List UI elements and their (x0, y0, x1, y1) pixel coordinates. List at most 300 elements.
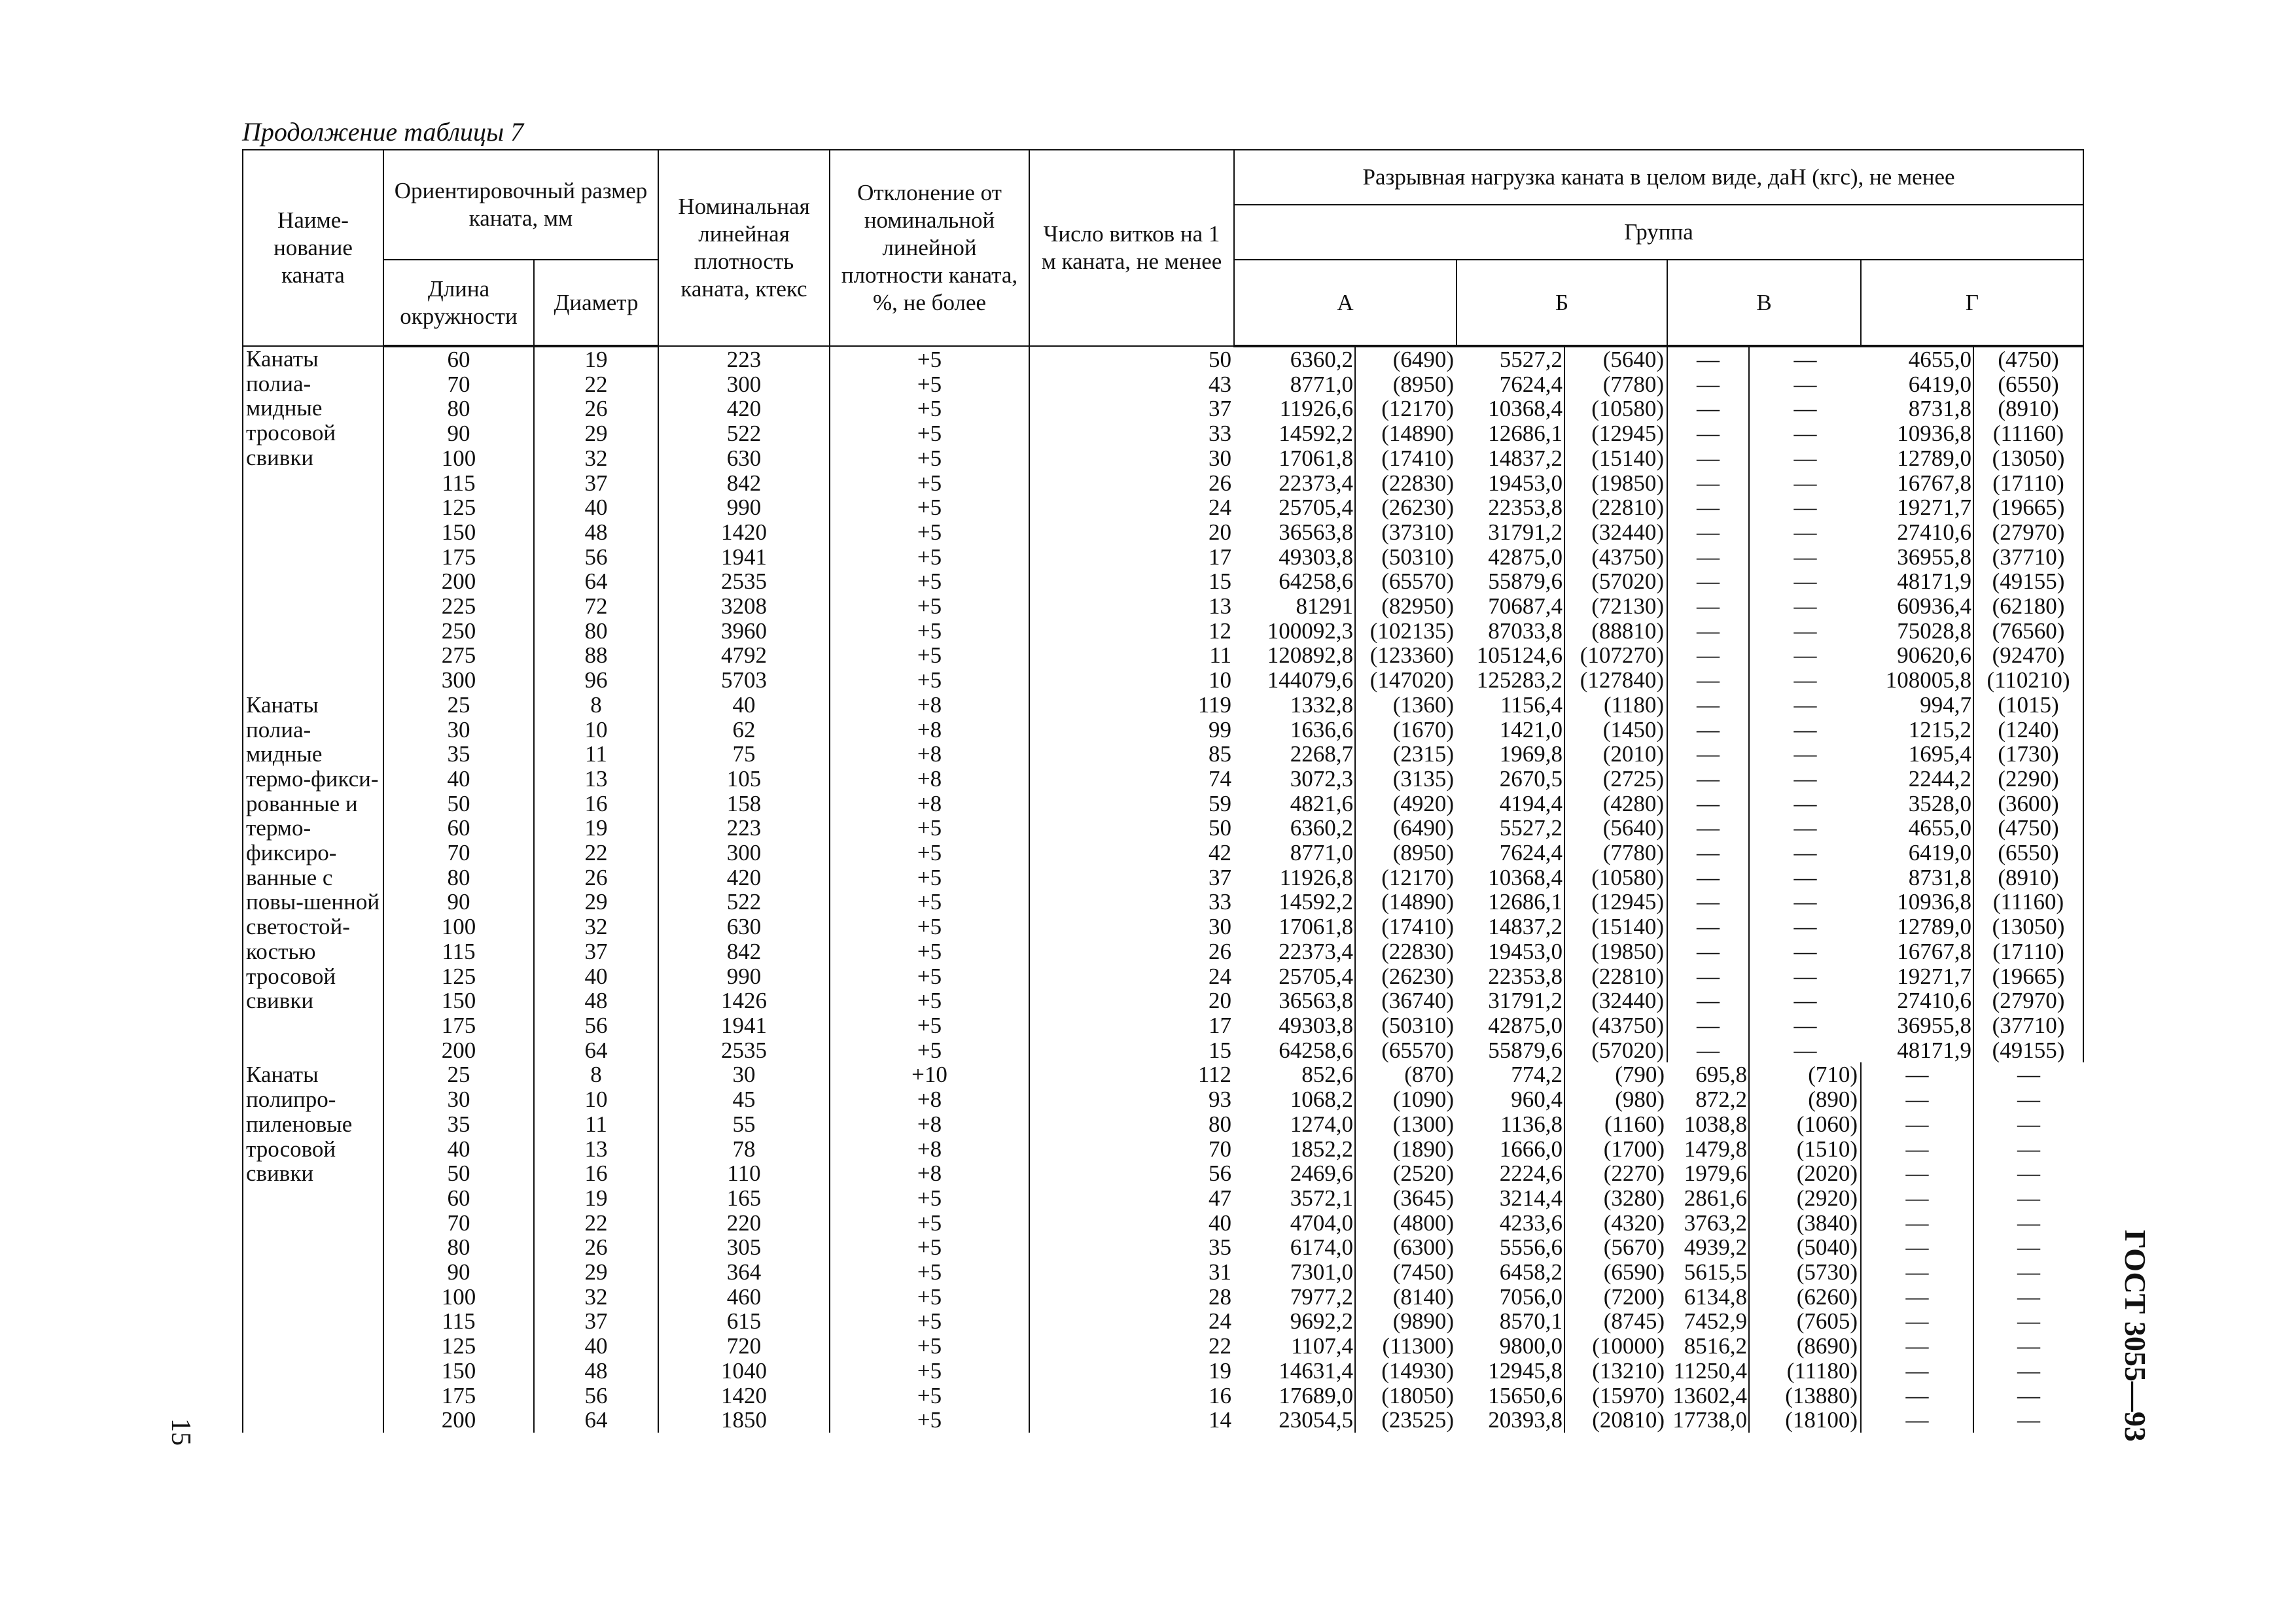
table-cell: (8140) (1355, 1285, 1457, 1310)
table-cell: (15140) (1564, 446, 1667, 471)
table-cell: — (1749, 915, 1861, 939)
table-cell: 990 (658, 495, 830, 520)
table-cell: 90 (383, 890, 534, 915)
table-cell: 460 (658, 1285, 830, 1310)
table-cell: (11300) (1355, 1334, 1457, 1359)
table-cell: 22353,8 (1457, 964, 1564, 989)
table-cell: 695,8 (1667, 1062, 1749, 1087)
table-cell: 59 (1029, 792, 1234, 816)
table-row (243, 1112, 2083, 1137)
table-cell: 200 (383, 1408, 534, 1433)
table-cell: 2535 (658, 1038, 830, 1063)
table-cell: (102135) (1355, 619, 1457, 644)
table-cell: 56 (534, 545, 658, 570)
table-cell: (1300) (1355, 1112, 1457, 1137)
table-cell: — (1861, 1161, 1973, 1186)
table-cell: 93 (1029, 1087, 1234, 1112)
table-cell: 19 (534, 1186, 658, 1211)
table-cell: 22 (534, 1211, 658, 1236)
table-cell: (10000) (1564, 1334, 1667, 1359)
table-body (243, 346, 2083, 1433)
table-cell: (710) (1749, 1062, 1861, 1087)
table-cell: — (1861, 1235, 1973, 1260)
table-cell: 40 (1029, 1211, 1234, 1236)
table-cell: 27410,6 (1861, 520, 1973, 545)
table-row (243, 792, 2083, 816)
table-row (243, 1137, 2083, 1162)
table-cell: 70 (1029, 1137, 1234, 1162)
table-cell: 10936,8 (1861, 421, 1973, 446)
table-cell: 45 (658, 1087, 830, 1112)
table-row (243, 767, 2083, 792)
rope-table (242, 149, 2084, 1433)
table-cell: — (1973, 1309, 2083, 1334)
table-cell: — (1749, 396, 1861, 421)
table-cell: (2520) (1355, 1161, 1457, 1186)
table-cell: +10 (830, 1062, 1029, 1087)
table-cell: — (1973, 1161, 2083, 1186)
table-cell: (49155) (1973, 569, 2083, 594)
table-row (243, 939, 2083, 964)
table-cell: (5640) (1564, 346, 1667, 372)
table-cell: 40 (534, 964, 658, 989)
table-cell: — (1861, 1359, 1973, 1384)
table-cell: (62180) (1973, 594, 2083, 619)
table-cell: 56 (1029, 1161, 1234, 1186)
table-cell: — (1973, 1260, 2083, 1285)
table-cell: (19850) (1564, 471, 1667, 496)
table-cell: 19 (1029, 1359, 1234, 1384)
table-cell: 37 (1029, 865, 1234, 890)
table-cell: 3528,0 (1861, 792, 1973, 816)
table-cell: 13 (534, 767, 658, 792)
table-cell: (50310) (1355, 545, 1457, 570)
table-cell: +8 (830, 742, 1029, 767)
table-cell: — (1667, 964, 1749, 989)
table-row (243, 1235, 2083, 1260)
table-cell: (23525) (1355, 1408, 1457, 1433)
table-cell: 774,2 (1457, 1062, 1564, 1087)
table-cell: 120892,8 (1234, 643, 1355, 668)
table-cell: 1666,0 (1457, 1137, 1564, 1162)
table-cell: 64258,6 (1234, 569, 1355, 594)
table-cell: 22353,8 (1457, 495, 1564, 520)
table-cell: 150 (383, 1359, 534, 1384)
table-cell: — (1667, 446, 1749, 471)
table-cell: 2224,6 (1457, 1161, 1564, 1186)
table-cell: — (1973, 1087, 2083, 1112)
table-cell: +8 (830, 1087, 1029, 1112)
table-cell: — (1667, 792, 1749, 816)
table-cell: (1450) (1564, 718, 1667, 742)
header-group-v: В (1667, 260, 1861, 346)
table-cell: — (1861, 1285, 1973, 1310)
table-cell: — (1749, 520, 1861, 545)
table-cell: (15970) (1564, 1384, 1667, 1408)
table-cell: 11 (534, 742, 658, 767)
table-cell: +5 (830, 1384, 1029, 1408)
table-cell: — (1667, 569, 1749, 594)
table-cell: (1890) (1355, 1137, 1457, 1162)
table-cell: (1510) (1749, 1137, 1861, 1162)
table-cell: 27410,6 (1861, 988, 1973, 1013)
table-cell: (1060) (1749, 1112, 1861, 1137)
table-cell: 115 (383, 1309, 534, 1334)
table-cell: (32440) (1564, 988, 1667, 1013)
table-cell: 119 (1029, 693, 1234, 718)
table-cell: 36955,8 (1861, 545, 1973, 570)
header-density: Номинальная линейная плотность каната, ктекс (658, 150, 830, 346)
table-cell: — (1667, 841, 1749, 865)
table-cell: 19271,7 (1861, 964, 1973, 989)
table-cell: (43750) (1564, 1013, 1667, 1038)
table-cell: 14592,2 (1234, 421, 1355, 446)
table-cell: (14890) (1355, 421, 1457, 446)
table-cell: 6360,2 (1234, 816, 1355, 841)
table-cell: (10580) (1564, 396, 1667, 421)
table-cell: 2670,5 (1457, 767, 1564, 792)
table-row (243, 1013, 2083, 1038)
table-cell: — (1667, 396, 1749, 421)
table-cell: 30 (1029, 446, 1234, 471)
table-cell: 125283,2 (1457, 668, 1564, 693)
table-caption: Продолжение таблицы 7 (242, 117, 524, 147)
table-cell: 12789,0 (1861, 915, 1973, 939)
table-cell: 40 (383, 1137, 534, 1162)
table-cell: 175 (383, 1013, 534, 1038)
table-cell: 2268,7 (1234, 742, 1355, 767)
table-cell: 5703 (658, 668, 830, 693)
table-cell: +5 (830, 1359, 1029, 1384)
table-cell: 12 (1029, 619, 1234, 644)
table-row (243, 668, 2083, 693)
table-cell: 1215,2 (1861, 718, 1973, 742)
table-cell: 6419,0 (1861, 372, 1973, 397)
table-cell: 3208 (658, 594, 830, 619)
table-row (243, 495, 2083, 520)
table-cell: (76560) (1973, 619, 2083, 644)
table-cell: 22373,4 (1234, 471, 1355, 496)
table-cell: 1038,8 (1667, 1112, 1749, 1137)
table-cell: 15650,6 (1457, 1384, 1564, 1408)
table-cell: 16767,8 (1861, 471, 1973, 496)
table-cell: 1136,8 (1457, 1112, 1564, 1137)
table-cell: 25705,4 (1234, 495, 1355, 520)
table-cell: 70687,4 (1457, 594, 1564, 619)
table-cell: — (1749, 495, 1861, 520)
table-cell: 4939,2 (1667, 1235, 1749, 1260)
table-cell: — (1749, 421, 1861, 446)
header-deviation: Отклонение от номинальной линейной плотности каната, %, не более (830, 150, 1029, 346)
table-cell: 223 (658, 816, 830, 841)
table-row (243, 742, 2083, 767)
table-cell: 37 (1029, 396, 1234, 421)
table-cell: 11926,6 (1234, 396, 1355, 421)
table-cell: — (1749, 718, 1861, 742)
table-cell: (3600) (1973, 792, 2083, 816)
header-size: Ориентировочный размер каната, мм (383, 150, 658, 260)
table-cell: 64258,6 (1234, 1038, 1355, 1063)
table-cell: 49303,8 (1234, 545, 1355, 570)
table-row (243, 1260, 2083, 1285)
table-cell: 5527,2 (1457, 816, 1564, 841)
table-cell: — (1749, 471, 1861, 496)
table-cell: (1730) (1973, 742, 2083, 767)
table-cell: — (1749, 742, 1861, 767)
table-cell: +8 (830, 693, 1029, 718)
table-cell: 14 (1029, 1408, 1234, 1433)
table-cell: +8 (830, 1137, 1029, 1162)
table-row (243, 890, 2083, 915)
table-cell: — (1861, 1112, 1973, 1137)
table-cell: 35 (383, 1112, 534, 1137)
table-cell: 150 (383, 520, 534, 545)
table-cell: (1360) (1355, 693, 1457, 718)
table-cell: 3572,1 (1234, 1186, 1355, 1211)
table-cell: 6458,2 (1457, 1260, 1564, 1285)
table-cell: +5 (830, 964, 1029, 989)
table-row (243, 1062, 2083, 1087)
table-cell: 842 (658, 471, 830, 496)
table-cell: 8570,1 (1457, 1309, 1564, 1334)
table-row (243, 396, 2083, 421)
table-cell: +5 (830, 1235, 1029, 1260)
table-cell: 40 (658, 693, 830, 718)
table-cell: 26 (534, 1235, 658, 1260)
table-cell: (7605) (1749, 1309, 1861, 1334)
table-cell: 100092,3 (1234, 619, 1355, 644)
table-cell: (20810) (1564, 1408, 1667, 1433)
table-cell: 150 (383, 988, 534, 1013)
table-cell: 28 (1029, 1285, 1234, 1310)
table-cell: +5 (830, 545, 1029, 570)
table-cell: — (1749, 792, 1861, 816)
table-cell: +8 (830, 767, 1029, 792)
table-cell: (4320) (1564, 1211, 1667, 1236)
table-cell: 19453,0 (1457, 939, 1564, 964)
table-row (243, 1038, 2083, 1063)
table-cell: (1015) (1973, 693, 2083, 718)
table-cell: 11 (1029, 643, 1234, 668)
table-cell: (5670) (1564, 1235, 1667, 1260)
table-cell: 17 (1029, 1013, 1234, 1038)
table-cell: — (1749, 668, 1861, 693)
table-cell: (18100) (1749, 1408, 1861, 1433)
table-cell: (36740) (1355, 988, 1457, 1013)
table-cell: 300 (658, 372, 830, 397)
table-cell: 20393,8 (1457, 1408, 1564, 1433)
table-cell: +5 (830, 1285, 1029, 1310)
table-row (243, 865, 2083, 890)
table-cell: 175 (383, 545, 534, 570)
table-cell: 105 (658, 767, 830, 792)
table-cell: +5 (830, 890, 1029, 915)
header-circumference: Длина окружности (383, 260, 534, 346)
table-cell: (37710) (1973, 1013, 2083, 1038)
table-cell: (147020) (1355, 668, 1457, 693)
table-cell: 10 (534, 718, 658, 742)
table-cell: (3840) (1749, 1211, 1861, 1236)
table-cell: 7452,9 (1667, 1309, 1749, 1334)
table-cell: 852,6 (1234, 1062, 1355, 1087)
table-cell: 80 (383, 1235, 534, 1260)
table-cell: 3072,3 (1234, 767, 1355, 792)
table-cell: — (1749, 545, 1861, 570)
table-cell: 6174,0 (1234, 1235, 1355, 1260)
table-cell: +5 (830, 520, 1029, 545)
table-cell: 630 (658, 446, 830, 471)
table-cell: (3135) (1355, 767, 1457, 792)
header-diameter: Диаметр (534, 260, 658, 346)
table-cell: 60 (383, 346, 534, 372)
table-cell: 30 (658, 1062, 830, 1087)
table-cell: — (1667, 988, 1749, 1013)
table-cell: — (1861, 1309, 1973, 1334)
table-cell: 1636,6 (1234, 718, 1355, 742)
table-cell: 29 (534, 421, 658, 446)
table-cell: 2244,2 (1861, 767, 1973, 792)
table-cell: (17410) (1355, 915, 1457, 939)
table-cell: 1479,8 (1667, 1137, 1749, 1162)
table-cell: 13 (1029, 594, 1234, 619)
table-cell: (107270) (1564, 643, 1667, 668)
table-cell: 96 (534, 668, 658, 693)
table-cell: (110210) (1973, 668, 2083, 693)
table-cell: 16 (1029, 1384, 1234, 1408)
table-cell: (22830) (1355, 471, 1457, 496)
table-row (243, 964, 2083, 989)
table-cell: 56 (534, 1013, 658, 1038)
table-cell: 60 (383, 1186, 534, 1211)
table-cell: 8 (534, 693, 658, 718)
table-cell: +5 (830, 594, 1029, 619)
table-cell: 36955,8 (1861, 1013, 1973, 1038)
table-cell: 9692,2 (1234, 1309, 1355, 1334)
table-cell: +5 (830, 865, 1029, 890)
table-cell: — (1749, 372, 1861, 397)
table-cell: 42875,0 (1457, 1013, 1564, 1038)
table-cell: (7200) (1564, 1285, 1667, 1310)
table-cell: (22810) (1564, 964, 1667, 989)
table-cell: — (1667, 693, 1749, 718)
table-cell: 100 (383, 446, 534, 471)
table-cell: 223 (658, 346, 830, 372)
table-row (243, 545, 2083, 570)
table-cell: +5 (830, 643, 1029, 668)
table-cell: — (1749, 643, 1861, 668)
table-cell: (2020) (1749, 1161, 1861, 1186)
table-row (243, 1384, 2083, 1408)
table-cell: 72 (534, 594, 658, 619)
table-cell: 872,2 (1667, 1087, 1749, 1112)
table-cell: (7780) (1564, 372, 1667, 397)
table-cell: 5556,6 (1457, 1235, 1564, 1260)
table-cell: 99 (1029, 718, 1234, 742)
table-cell: (1180) (1564, 693, 1667, 718)
table-cell: 31791,2 (1457, 988, 1564, 1013)
table-cell: 112 (1029, 1062, 1234, 1087)
table-cell: 75028,8 (1861, 619, 1973, 644)
table-cell: 4194,4 (1457, 792, 1564, 816)
table-cell: 37 (534, 1309, 658, 1334)
table-cell: (8950) (1355, 841, 1457, 865)
table-row (243, 421, 2083, 446)
table-cell: 25 (383, 1062, 534, 1087)
table-cell: 175 (383, 1384, 534, 1408)
table-cell: (6300) (1355, 1235, 1457, 1260)
table-cell: — (1973, 1137, 2083, 1162)
table-cell: (8910) (1973, 865, 2083, 890)
table-cell: (12945) (1564, 890, 1667, 915)
table-cell: 88 (534, 643, 658, 668)
table-cell: 87033,8 (1457, 619, 1564, 644)
table-cell: 110 (658, 1161, 830, 1186)
table-cell: (6490) (1355, 346, 1457, 372)
table-cell: 5615,5 (1667, 1260, 1749, 1285)
table-cell: 1156,4 (1457, 693, 1564, 718)
table-cell: (37310) (1355, 520, 1457, 545)
table-cell: 125 (383, 1334, 534, 1359)
table-cell: 80 (1029, 1112, 1234, 1137)
table-cell: (2315) (1355, 742, 1457, 767)
table-cell: (1670) (1355, 718, 1457, 742)
table-cell: 37 (534, 471, 658, 496)
table-cell: (12170) (1355, 396, 1457, 421)
table-cell: +5 (830, 396, 1029, 421)
table-cell: 630 (658, 915, 830, 939)
table-cell: 4792 (658, 643, 830, 668)
table-cell: — (1749, 816, 1861, 841)
table-cell: +5 (830, 1038, 1029, 1063)
table-cell: — (1861, 1211, 1973, 1236)
table-cell: 17061,8 (1234, 446, 1355, 471)
table-cell: (8950) (1355, 372, 1457, 397)
table-cell: 2861,6 (1667, 1186, 1749, 1211)
table-cell: (11160) (1973, 890, 2083, 915)
table-cell: 165 (658, 1186, 830, 1211)
table-cell: 4704,0 (1234, 1211, 1355, 1236)
table-cell: — (1749, 594, 1861, 619)
table-cell: 40 (534, 1334, 658, 1359)
table-cell: 8731,8 (1861, 865, 1973, 890)
table-cell: — (1667, 742, 1749, 767)
table-cell: 26 (1029, 471, 1234, 496)
table-cell: 60 (383, 816, 534, 841)
table-cell: 11 (534, 1112, 658, 1137)
table-cell: 30 (383, 1087, 534, 1112)
table-cell: (43750) (1564, 545, 1667, 570)
table-row (243, 569, 2083, 594)
table-cell: 32 (534, 1285, 658, 1310)
table-cell: — (1667, 372, 1749, 397)
standard-label: ГОСТ 3055—93 (2119, 1230, 2152, 1442)
table-cell: (7780) (1564, 841, 1667, 865)
table-cell: 1941 (658, 545, 830, 570)
table-cell: (3280) (1564, 1186, 1667, 1211)
table-cell: 16767,8 (1861, 939, 1973, 964)
table-cell: (13050) (1973, 446, 2083, 471)
table-cell: 64 (534, 569, 658, 594)
table-cell: — (1973, 1235, 2083, 1260)
table-row (243, 1334, 2083, 1359)
table-cell: (15140) (1564, 915, 1667, 939)
table-row (243, 988, 2083, 1013)
table-cell: 994,7 (1861, 693, 1973, 718)
table-cell: (13210) (1564, 1359, 1667, 1384)
table-cell: 522 (658, 421, 830, 446)
table-cell: 50 (383, 792, 534, 816)
table-cell: 64 (534, 1038, 658, 1063)
